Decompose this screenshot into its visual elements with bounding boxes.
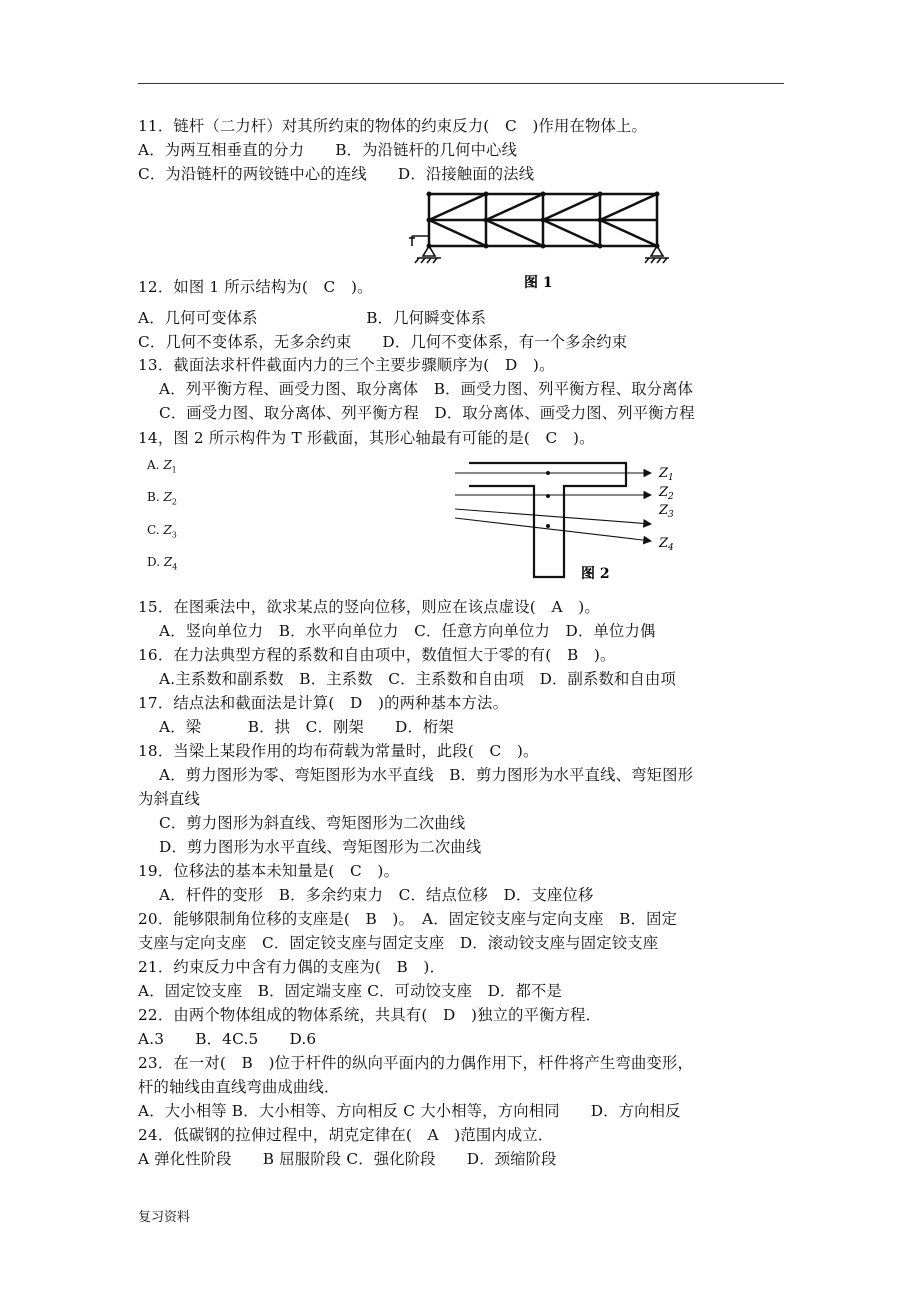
q18-option-a-cont: 为斜直线 <box>138 790 200 808</box>
q23-options: A．大小相等 B．大小相等、方向相反 C 大小相等，方向相同 D．方向相反 <box>138 1102 681 1120</box>
q14-option-a: A. $Z_1$ <box>147 458 177 475</box>
figure-2-caption: 图 2 <box>581 566 610 582</box>
axis-z4-label: $Z_4$ <box>659 536 674 553</box>
q18-option-d: D．剪力图形为水平直线、弯矩图形为二次曲线 <box>159 838 482 856</box>
q17-stem: 17．结点法和截面法是计算( D )的两种基本方法。 <box>138 694 509 712</box>
q11-stem: 11．链杆（二力杆）对其所约束的物体的约束反力( C )作用在物体上。 <box>138 117 648 135</box>
q20-stem: 20．能够限制角位移的支座是( B )。 A．固定铰支座与定向支座 B．固定 <box>138 910 678 928</box>
q11-options-ab: A．为两互相垂直的分力 B．为沿链杆的几何中心线 <box>138 141 518 159</box>
q23-stem: 23．在一对( B )位于杆件的纵向平面内的力偶作用下，杆件将产生弯曲变形， <box>138 1054 694 1072</box>
q22-options: A.3 B．4C.5 D.6 <box>138 1030 317 1048</box>
figure-1-caption: 图 1 <box>524 275 553 291</box>
q24-stem: 24．低碳钢的拉伸过程中，胡克定律在( A )范围内成立． <box>138 1126 554 1144</box>
q19-options: A．杆件的变形 B．多余约束力 C．结点位移 D．支座位移 <box>159 886 594 904</box>
q16-stem: 16．在力法典型方程的系数和自由项中，数值恒大于零的有( B )。 <box>138 646 616 664</box>
q14-option-d: D. $Z_4$ <box>147 555 178 572</box>
q14-option-b: B. $Z_2$ <box>147 490 177 507</box>
q18-option-a: A．剪力图形为零、弯矩图形为水平直线 B．剪力图形为水平直线、弯矩图形 <box>159 766 694 784</box>
q15-options: A．竖向单位力 B．水平向单位力 C．任意方向单位力 D．单位力偶 <box>159 622 656 640</box>
q21-options: A．固定饺支座 B．固定端支座 C．可动饺支座 D．都不是 <box>138 982 563 1000</box>
header-rule <box>138 83 784 84</box>
q21-stem: 21．约束反力中含有力偶的支座为( B )． <box>138 958 446 976</box>
q11-options-cd: C．为沿链杆的两铰链中心的连线 D．沿接触面的法线 <box>138 165 535 183</box>
q13-options-cd: C．画受力图、取分离体、列平衡方程 D．取分离体、画受力图、列平衡方程 <box>159 404 695 422</box>
q23-cont: 杆的轴线由直线弯曲成曲线． <box>138 1078 340 1096</box>
q24-options: A 弹化性阶段 B 屈服阶段 C．强化阶段 D．颈缩阶段 <box>138 1150 557 1168</box>
q18-option-c: C．剪力图形为斜直线、弯矩图形为二次曲线 <box>159 814 466 832</box>
axis-z3-label: $Z_3$ <box>659 503 674 520</box>
page-footer: 复习资料 <box>138 1210 191 1225</box>
q12-options-ab: A．几何可变体系 B．几何瞬变体系 <box>138 309 487 327</box>
figure-1-truss <box>402 186 672 296</box>
q20-cont: 支座与定向支座 C．固定铰支座与固定支座 D．滚动铰支座与固定铰支座 <box>138 934 659 952</box>
q13-stem: 13．截面法求杆件截面内力的三个主要步骤顺序为( D )。 <box>138 356 555 374</box>
q19-stem: 19．位移法的基本未知量是( C )。 <box>138 862 400 880</box>
q13-options-ab: A．列平衡方程、画受力图、取分离体 B．画受力图、列平衡方程、取分离体 <box>159 380 694 398</box>
q22-stem: 22．由两个物体组成的物体系统，共具有( D )独立的平衡方程． <box>138 1006 602 1024</box>
q14-stem: 14，图 2 所示构件为 T 形截面，其形心轴最有可能的是( C )。 <box>138 429 595 447</box>
q17-options: A．梁 B．拱 C．刚架 D．桁架 <box>159 718 455 736</box>
q12-stem: 12．如图 1 所示结构为( C )。 <box>138 278 373 296</box>
axis-z1-label: $Z_1$ <box>659 466 674 483</box>
q14-option-c: C. $Z_3$ <box>147 523 177 540</box>
q16-options: A.主系数和副系数 B．主系数 C．主系数和自由项 D．副系数和自由项 <box>159 670 677 688</box>
q15-stem: 15．在图乘法中，欲求某点的竖向位移，则应在该点虚设( A )。 <box>138 598 600 616</box>
q18-stem: 18．当梁上某段作用的均布荷载为常量时，此段( C )。 <box>138 742 539 760</box>
q12-options-cd: C．几何不变体系，无多余约束 D．几何不变体系，有一个多余约束 <box>138 333 628 351</box>
axis-z2-label: $Z_2$ <box>659 485 674 502</box>
figure-2-t-section <box>455 456 695 586</box>
